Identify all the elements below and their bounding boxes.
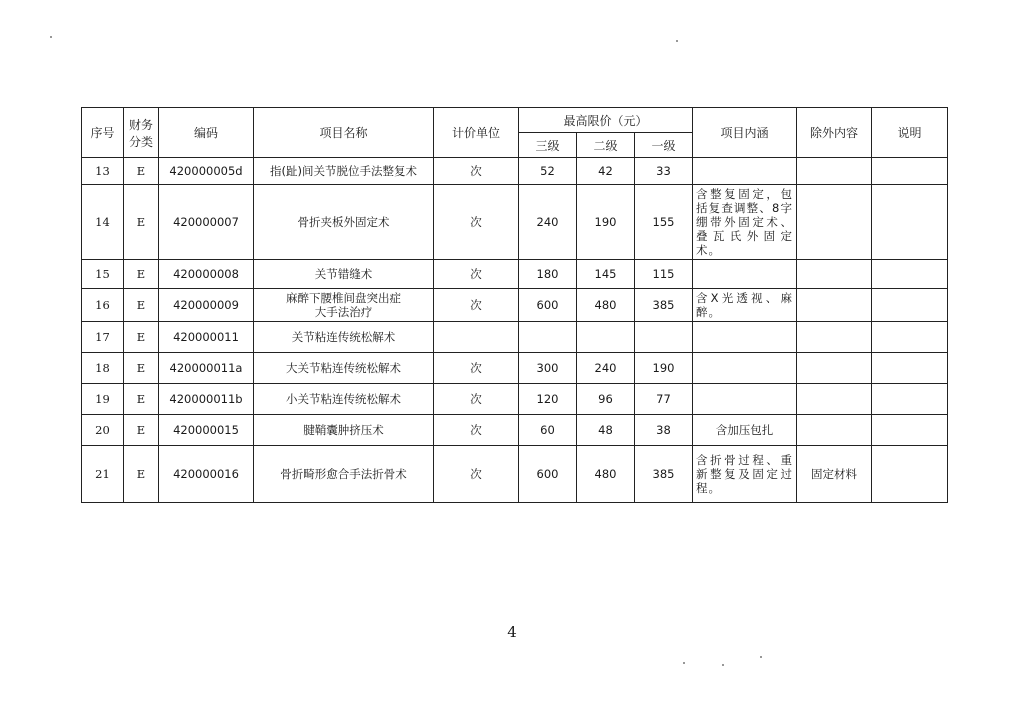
- cell-remark: [872, 158, 948, 185]
- cell-exclusion: [797, 260, 872, 289]
- header-code: 编码: [159, 108, 254, 158]
- cell-seq: 18: [82, 353, 124, 384]
- cell-name: 骨折畸形愈合手法折骨术: [254, 446, 434, 503]
- cell-remark: [872, 446, 948, 503]
- cell-seq: 13: [82, 158, 124, 185]
- scan-speck: [760, 656, 762, 658]
- cell-price-level1: 38: [635, 415, 693, 446]
- table-row: [82, 289, 948, 322]
- cell-unit: 次: [434, 353, 519, 384]
- header-name: 项目名称: [254, 108, 434, 158]
- cell-price-level3: 60: [519, 415, 577, 446]
- cell-unit: [434, 322, 519, 353]
- cell-seq: 15: [82, 260, 124, 289]
- cell-name-line2: 大手法治疗: [314, 305, 373, 319]
- cell-name: 骨折夹板外固定术: [254, 185, 434, 260]
- cell-price-level2: 48: [577, 415, 635, 446]
- cell-connotation: 含整复固定，包括复查调整、8字绷带外固定术、叠瓦氏外固定术。: [693, 185, 797, 260]
- cell-name: 关节粘连传统松解术: [254, 322, 434, 353]
- cell-connotation: 含折骨过程、重新整复及固定过程。: [693, 446, 797, 503]
- cell-remark: [872, 353, 948, 384]
- header-category: [124, 108, 159, 158]
- header-category-line1: 财务: [128, 117, 153, 132]
- cell-price-level1: 385: [635, 289, 693, 322]
- cell-seq: 14: [82, 185, 124, 260]
- cell-price-level3: 600: [519, 446, 577, 503]
- header-seq: 序号: [82, 108, 124, 158]
- cell-price-level3: 300: [519, 353, 577, 384]
- cell-price-level2: 480: [577, 446, 635, 503]
- cell-price-level1: 115: [635, 260, 693, 289]
- cell-seq: 21: [82, 446, 124, 503]
- header-level1: 一级: [635, 133, 693, 158]
- cell-price-level3: 120: [519, 384, 577, 415]
- header-exclusion: 除外内容: [797, 108, 872, 158]
- cell-connotation: [693, 260, 797, 289]
- table-row: [82, 158, 948, 185]
- table-header: [82, 108, 948, 158]
- cell-category: E: [124, 158, 159, 185]
- cell-connotation: 含加压包扎: [693, 415, 797, 446]
- cell-code: 420000011: [159, 322, 254, 353]
- cell-price-level2: 190: [577, 185, 635, 260]
- table-row: [82, 415, 948, 446]
- cell-code: 420000007: [159, 185, 254, 260]
- price-table: [81, 107, 948, 503]
- cell-category: E: [124, 446, 159, 503]
- cell-seq: 16: [82, 289, 124, 322]
- cell-price-level3: 180: [519, 260, 577, 289]
- table-row: [82, 185, 948, 260]
- header-max-price: 最高限价（元）: [519, 108, 693, 133]
- header-category-line2: 分类: [128, 134, 153, 149]
- cell-price-level1: 385: [635, 446, 693, 503]
- cell-name-line1: 麻醉下腰椎间盘突出症: [286, 291, 401, 305]
- cell-exclusion: [797, 185, 872, 260]
- cell-name: 大关节粘连传统松解术: [254, 353, 434, 384]
- cell-seq: 20: [82, 415, 124, 446]
- cell-remark: [872, 415, 948, 446]
- cell-name: 关节错缝术: [254, 260, 434, 289]
- cell-category: E: [124, 260, 159, 289]
- cell-unit: 次: [434, 289, 519, 322]
- scan-speck: [722, 664, 724, 666]
- cell-connotation: [693, 353, 797, 384]
- cell-price-level2: 240: [577, 353, 635, 384]
- header-remark: 说明: [872, 108, 948, 158]
- cell-name: 腱鞘囊肿挤压术: [254, 415, 434, 446]
- cell-remark: [872, 322, 948, 353]
- cell-code: 420000011a: [159, 353, 254, 384]
- cell-connotation: [693, 384, 797, 415]
- cell-category: E: [124, 185, 159, 260]
- cell-unit: 次: [434, 185, 519, 260]
- cell-price-level2: 96: [577, 384, 635, 415]
- header-connotation: 项目内涵: [693, 108, 797, 158]
- cell-price-level2: 145: [577, 260, 635, 289]
- cell-price-level2: 42: [577, 158, 635, 185]
- cell-code: 420000016: [159, 446, 254, 503]
- cell-price-level3: 600: [519, 289, 577, 322]
- cell-unit: 次: [434, 158, 519, 185]
- cell-category: E: [124, 353, 159, 384]
- cell-price-level1: 155: [635, 185, 693, 260]
- header-level2: 二级: [577, 133, 635, 158]
- cell-exclusion: [797, 384, 872, 415]
- cell-category: E: [124, 289, 159, 322]
- cell-price-level2: 480: [577, 289, 635, 322]
- cell-remark: [872, 185, 948, 260]
- cell-code: 420000009: [159, 289, 254, 322]
- cell-unit: 次: [434, 415, 519, 446]
- cell-code: 420000005d: [159, 158, 254, 185]
- cell-exclusion: [797, 158, 872, 185]
- cell-seq: 19: [82, 384, 124, 415]
- cell-unit: 次: [434, 384, 519, 415]
- cell-code: 420000011b: [159, 384, 254, 415]
- scan-speck: [50, 36, 52, 38]
- scan-speck: [683, 662, 685, 664]
- cell-seq: 17: [82, 322, 124, 353]
- cell-name: 指(趾)间关节脱位手法整复术: [254, 158, 434, 185]
- cell-category: E: [124, 322, 159, 353]
- cell-price-level1: [635, 322, 693, 353]
- cell-price-level2: [577, 322, 635, 353]
- cell-exclusion: [797, 415, 872, 446]
- cell-price-level1: 77: [635, 384, 693, 415]
- cell-connotation: 含X光透视、麻醉。: [693, 289, 797, 322]
- cell-code: 420000008: [159, 260, 254, 289]
- cell-category: E: [124, 415, 159, 446]
- cell-exclusion: [797, 289, 872, 322]
- cell-connotation: [693, 322, 797, 353]
- cell-name: [254, 289, 434, 322]
- cell-exclusion: [797, 322, 872, 353]
- cell-unit: 次: [434, 446, 519, 503]
- table-body: [82, 158, 948, 503]
- table-row: [82, 353, 948, 384]
- cell-connotation: [693, 158, 797, 185]
- header-level3: 三级: [519, 133, 577, 158]
- cell-exclusion: 固定材料: [797, 446, 872, 503]
- table-row: [82, 446, 948, 503]
- cell-category: E: [124, 384, 159, 415]
- table-row: [82, 322, 948, 353]
- cell-remark: [872, 260, 948, 289]
- cell-name: 小关节粘连传统松解术: [254, 384, 434, 415]
- table-row: [82, 384, 948, 415]
- cell-price-level3: 240: [519, 185, 577, 260]
- header-unit: 计价单位: [434, 108, 519, 158]
- cell-price-level3: [519, 322, 577, 353]
- cell-price-level1: 190: [635, 353, 693, 384]
- cell-code: 420000015: [159, 415, 254, 446]
- cell-unit: 次: [434, 260, 519, 289]
- cell-remark: [872, 384, 948, 415]
- cell-price-level1: 33: [635, 158, 693, 185]
- scan-speck: [676, 40, 678, 42]
- cell-price-level3: 52: [519, 158, 577, 185]
- cell-remark: [872, 289, 948, 322]
- table-row: [82, 260, 948, 289]
- page-number: 4: [507, 623, 517, 641]
- cell-exclusion: [797, 353, 872, 384]
